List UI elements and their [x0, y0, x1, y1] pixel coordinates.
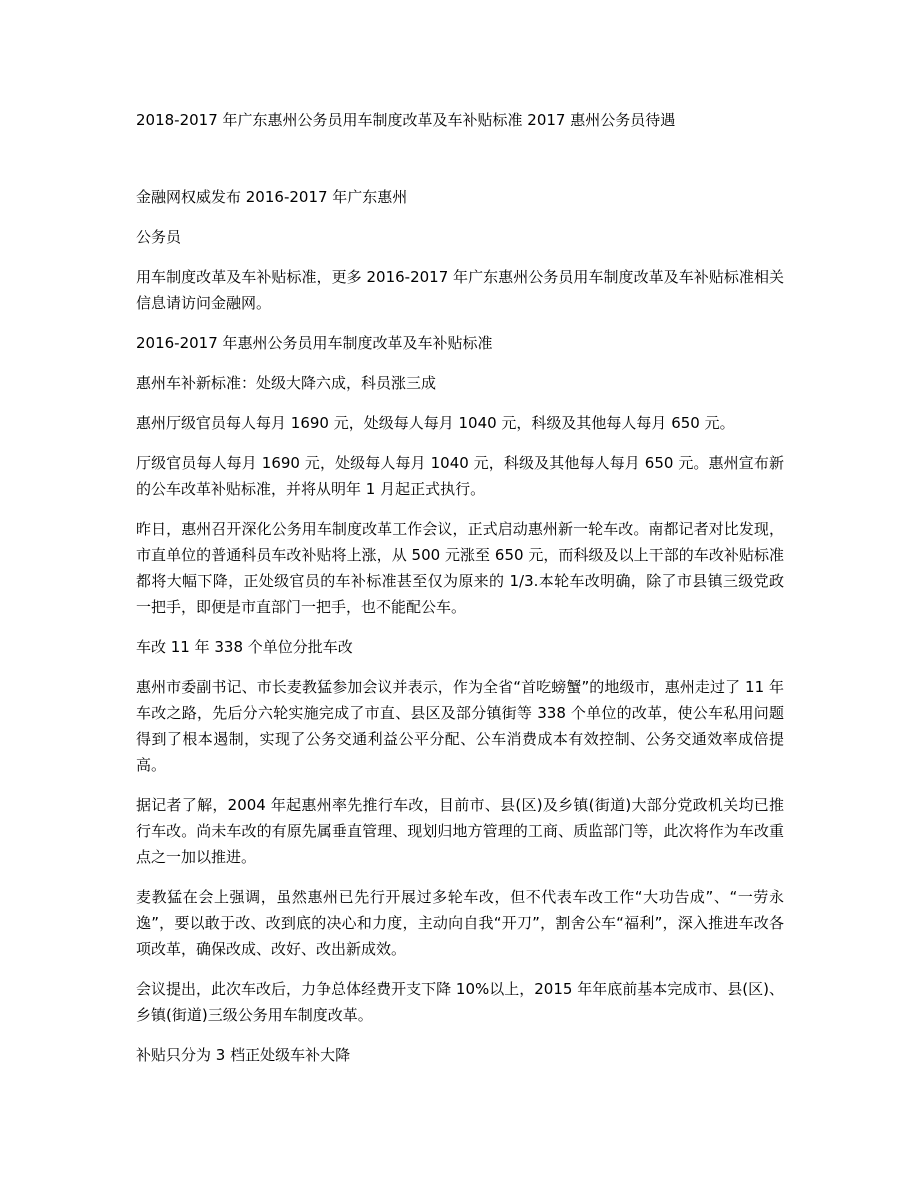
paragraph: 惠州厅级官员每人每月 1690 元，处级每人每月 1040 元，科级及其他每人每月 650 元。: [136, 414, 735, 432]
section-heading: 补贴只分为 3 档正处级车补大降: [136, 1046, 351, 1064]
paragraph: 据记者了解，2004 年起惠州率先推行车改，目前市、县(区)及乡镇(街道)大部分党政机关均已推行车改。尚未车改的有原先属垂直管理、现划归地方管理的工商、质监部门等，此次将作为车改重点之一加以推进。: [136, 796, 784, 866]
paragraph: 厅级官员每人每月 1690 元，处级每人每月 1040 元，科级及其他每人每月 650 元。惠州宣布新的公车改革补贴标准，并将从明年 1 月起正式执行。: [136, 454, 784, 498]
paragraph: 惠州市委副书记、市长麦教猛参加会议并表示，作为全省“首吃螃蟹”的地级市，惠州走过了 11 年车改之路，先后分六轮实施完成了市直、县区及部分镇街等 338 个单位的改革，使公车私用问题得到了根本遏制，实现了公务交通利益公平分配、公车消费成本有效控制、公务交通效率成倍提高。: [136, 678, 784, 774]
paragraph: 昨日，惠州召开深化公务用车制度改革工作会议，正式启动惠州新一轮车改。南都记者对比发现，市直单位的普通科员车改补贴将上涨，从 500 元涨至 650 元，而科级及以上干部的车改补贴标准都将大幅下降，正处级官员的车补标准甚至仅为原来的 1/3.本轮车改明确，除了市县镇三级党政一把手，即便是市直部门一把手，也不能配公车。: [136, 520, 784, 616]
document-title: 2018-2017 年广东惠州公务员用车制度改革及车补贴标准 2017 惠州公务员待遇: [136, 111, 676, 129]
paragraph: 金融网权威发布 2016-2017 年广东惠州: [136, 188, 408, 206]
paragraph: 麦教猛在会上强调，虽然惠州已先行开展过多轮车改，但不代表车改工作“大功告成”、“一劳永逸”，要以敢于改、改到底的决心和力度，主动向自我“开刀”，割舍公车“福利”，深入推进车改各项改革，确保改成、改好、改出新成效。: [136, 888, 784, 958]
section-heading: 车改 11 年 338 个单位分批车改: [136, 638, 353, 656]
section-heading: 2016-2017 年惠州公务员用车制度改革及车补贴标准: [136, 334, 493, 352]
paragraph: 惠州车补新标准：处级大降六成，科员涨三成: [136, 374, 437, 392]
paragraph: 会议提出，此次车改后，力争总体经费开支下降 10%以上，2015 年年底前基本完成市、县(区)、乡镇(街道)三级公务用车制度改革。: [136, 980, 784, 1024]
document-body: [136, 184, 784, 1082]
paragraph: 公务员: [136, 228, 182, 246]
paragraph: 用车制度改革及车补贴标准，更多 2016-2017 年广东惠州公务员用车制度改革及车补贴标准相关信息请访问金融网。: [136, 268, 784, 312]
